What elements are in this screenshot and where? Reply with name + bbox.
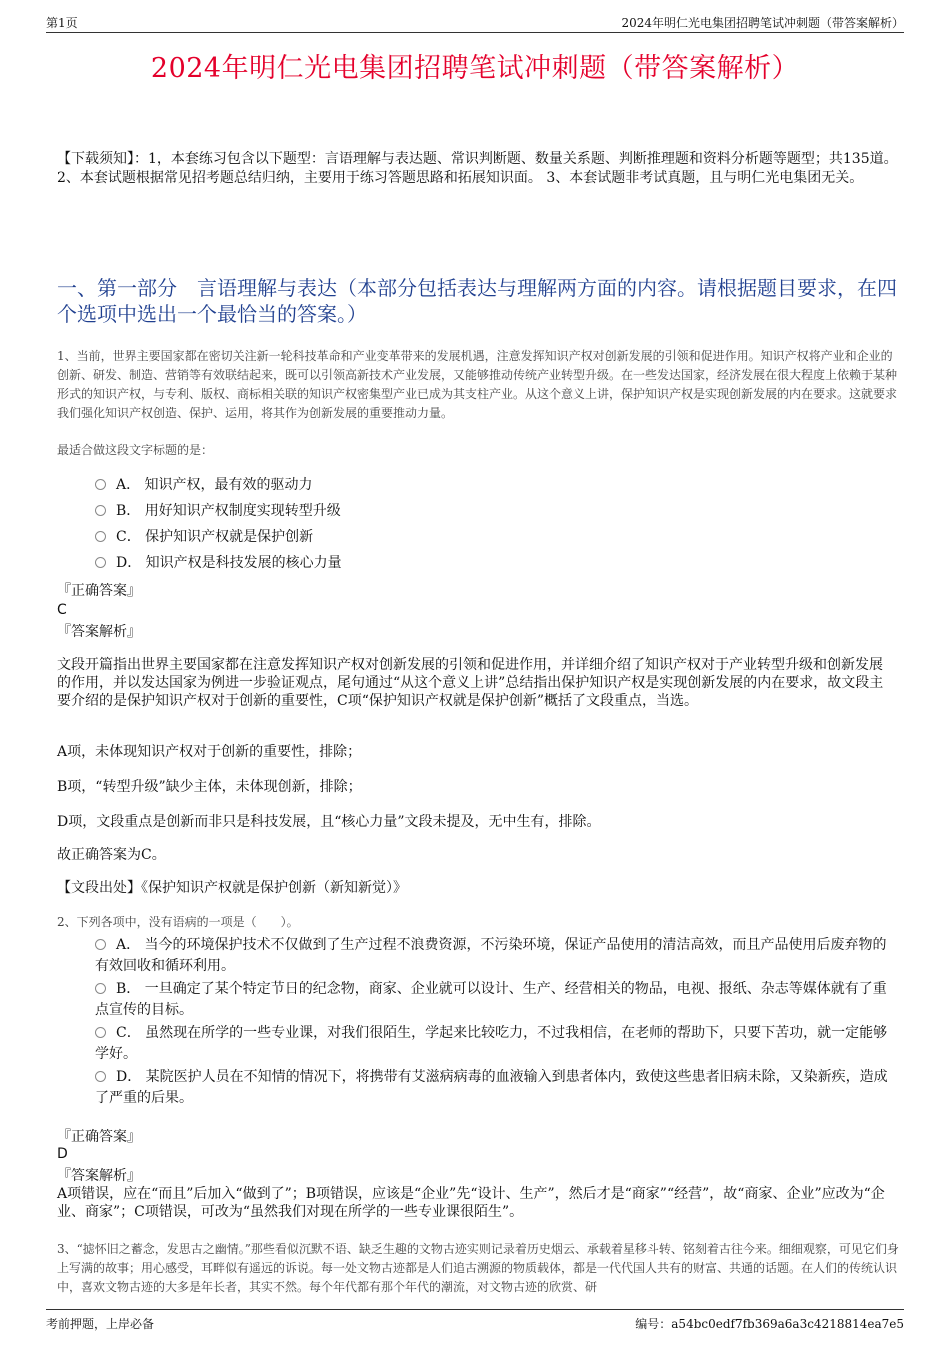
q1-option-b[interactable] [95,502,341,521]
q3-stem: 3、“摅怀旧之蓄念，发思古之幽情。”那些看似沉默不语、缺乏生趣的文物古迹实则记录着历史烟云、承载着星移斗转、铭刻着古往今来。细细观察，可见它们身上写满的故事；用心感受，耳畔似有遥远的诉说。每一处文物古迹都是人们追古溯源的物质载体，都是一代代国人共有的财富、共通的话题。在人们的传统认识中，喜欢文物古迹的大多是年长者，其实不然。每个年代都有那个年代的潮流，对文物古迹的欣赏、研 [57,1242,899,1294]
download-notice: 【下载须知】：1，本套练习包含以下题型：言语理解与表达题、常识判断题、数量关系题、判断推理题和资料分析题等题型；共135道。2、本套试题根据常见招考题总结归纳，主要用于练习答题思路和拓展知识面。 3、本套试题非考试真题，且与明仁光电集团无关。 [57,151,898,186]
q2-answer-label: 『正确答案』 [57,1129,141,1145]
q1-analysis-main: 文段开篇指出世界主要国家都在注意发挥知识产权对创新发展的引领和促进作用，并详细介绍了知识产权对于产业转型升级和创新发展的作用，并以发达国家为例进一步验证观点，尾句通过“从这个意义上讲”总结指出保护知识产权是实现创新发展的内在要求，故文段主要介绍的是保护知识产权对于创新的重要性，C项“保护知识产权就是保护创新”概括了文段重点，当选。 [57,657,884,709]
q1-stem: 1、当前，世界主要国家都在密切关注新一轮科技革命和产业变革带来的发展机遇，注意发挥知识产权对创新发展的引领和促进作用。知识产权将产业和企业的创新、研发、制造、营销等有效联结起来，既可以引领高新技术产业发展，又能够推动传统产业转型升级。在一些发达国家，经济发展在很大程度上依赖于某种形式的知识产权，与专利、版权、商标相关联的知识产权密集型产业已成为其支柱产业。从这个意义上讲，保护知识产权是实现创新发展的内在要求。这就要求我们强化知识产权创造、保护、运用，将其作为创新发展的重要推动力量。 [57,349,898,420]
q1-question: 最适合做这段文字标题的是： [57,443,214,457]
q2-option-c[interactable] [95,1023,888,1065]
q1-analysis-conclusion: 故正确答案为C。 [57,847,166,863]
q1-analysis-a: A项，未体现知识产权对于创新的重要性，排除； [57,744,362,760]
document-id: 编号：a54bc0edf7fb369a6a3c4218814ea7e5 [635,1317,904,1331]
header-doc-title: 2024年明仁光电集团招聘笔试冲刺题（带答案解析） [621,16,904,30]
option-label: D． 知识产权是科技发展的核心力量 [116,555,342,571]
page-number: 第1页 [46,16,78,30]
page-title: 2024年明仁光电集团招聘笔试冲刺题（带答案解析） [150,53,800,84]
radio-icon[interactable] [95,1027,106,1038]
option-label: C． 虽然现在所学的一些专业课，对我们很陌生，学起来比较吃力，不过我相信，在老师的帮助下，只要下苦功，就一定能够学好。 [95,1025,888,1062]
page-footer [46,1309,904,1330]
radio-icon[interactable] [95,983,106,994]
q2-answer: D [57,1146,68,1162]
q1-option-c[interactable] [95,528,313,547]
page-header [46,14,904,33]
radio-icon[interactable] [95,479,106,490]
option-label: B． 用好知识产权制度实现转型升级 [116,503,341,519]
option-label: A． 当今的环境保护技术不仅做到了生产过程不浪费资源，不污染环境，保证产品使用的清洁高效，而且产品使用后废弃物的有效回收和循环利用。 [95,937,887,974]
q1-source: 【文段出处】《保护知识产权就是保护创新（新知新觉）》 [57,880,407,896]
q2-stem: 2、下列各项中，没有语病的一项是（ ）。 [57,915,299,929]
q1-answer-label: 『正确答案』 [57,583,141,599]
q1-analysis-label: 『答案解析』 [57,624,141,640]
q2-analysis: A项错误，应在“而且”后加入“做到了”；B项错误，应该是“企业”先“设计、生产”，然后才是“商家”“经营”，故“商家、企业”应改为“企业、商家”；C项错误，可改为“虽然我们对现在所学的一些专业课很陌生”。 [57,1186,885,1220]
q2-option-d[interactable] [95,1067,888,1109]
footer-slogan: 考前押题，上岸必备 [46,1317,155,1331]
q1-option-d[interactable] [95,554,342,573]
radio-icon[interactable] [95,1071,106,1082]
q1-analysis-d: D项，文段重点是创新而非只是科技发展，且“核心力量”文段未提及，无中生有，排除。 [57,814,601,830]
radio-icon[interactable] [95,939,106,950]
option-label: D． 某院医护人员在不知情的情况下，将携带有艾滋病病毒的血液输入到患者体内，致使这些患者旧病未除，又染新疾，造成了严重的后果。 [95,1069,888,1106]
option-label: B． 一旦确定了某个特定节日的纪念物，商家、企业就可以设计、生产、经营相关的物品，电视、报纸、杂志等媒体就有了重点宣传的目标。 [95,981,887,1018]
radio-icon[interactable] [95,505,106,516]
section-heading: 一、第一部分 言语理解与表达（本部分包括表达与理解两方面的内容。请根据题目要求，在四个选项中选出一个最恰当的答案。） [57,276,897,326]
q2-option-b[interactable] [95,979,888,1021]
radio-icon[interactable] [95,557,106,568]
q1-option-a[interactable] [95,476,313,495]
option-label: A． 知识产权，最有效的驱动力 [116,477,313,493]
option-label: C． 保护知识产权就是保护创新 [116,529,314,545]
q2-analysis-label: 『答案解析』 [57,1168,141,1184]
radio-icon[interactable] [95,531,106,542]
q2-option-a[interactable] [95,935,888,977]
q1-analysis-b: B项，“转型升级”缺少主体，未体现创新，排除； [57,779,362,795]
q1-answer: C [57,602,67,618]
